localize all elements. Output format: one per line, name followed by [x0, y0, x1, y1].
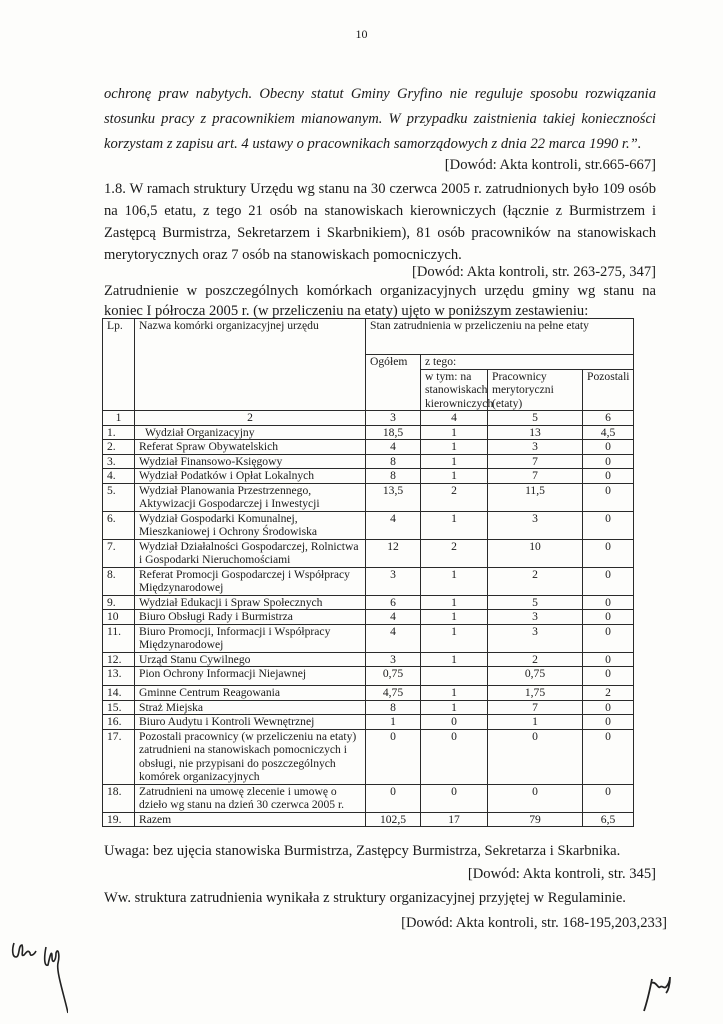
row-lp: 6.: [103, 511, 135, 539]
row-other: 0: [583, 652, 634, 667]
row-substantive: 1,75: [488, 686, 583, 701]
row-name: Referat Spraw Obywatelskich: [135, 440, 366, 455]
handwritten-signature-right: [640, 975, 680, 1015]
row-total: 3: [366, 652, 421, 667]
row-managerial: 1: [421, 440, 488, 455]
row-other: 0: [583, 715, 634, 730]
row-name: Zatrudnieni na umowę zlecenie i umowę o dzieło wg stanu na dzień 30 czerwca 2005 r.: [135, 784, 366, 812]
row-other: 0: [583, 454, 634, 469]
evidence-reference-1: [Dowód: Akta kontroli, str.665-667]: [444, 157, 656, 173]
row-substantive: 11,5: [488, 483, 583, 511]
row-lp: 5.: [103, 483, 135, 511]
row-managerial: 1: [421, 511, 488, 539]
row-total: 12: [366, 539, 421, 567]
table-row: [103, 686, 634, 701]
row-managerial: 1: [421, 595, 488, 610]
row-lp: 11.: [103, 624, 135, 652]
header-total: Ogółem: [366, 355, 421, 411]
row-substantive: 7: [488, 469, 583, 484]
row-name: Wydział Edukacji i Spraw Społecznych: [135, 595, 366, 610]
col-number: 4: [421, 411, 488, 426]
header-group: Stan zatrudnienia w przeliczeniu na pełne etaty: [366, 319, 634, 355]
table-row: [103, 595, 634, 610]
col-number: 1: [103, 411, 135, 426]
row-total: 102,5: [366, 812, 421, 827]
row-substantive: 13: [488, 425, 583, 440]
row-other: 2: [583, 686, 634, 701]
row-total: 3: [366, 567, 421, 595]
row-other: 0: [583, 700, 634, 715]
row-other: 6,5: [583, 812, 634, 827]
row-lp: 16.: [103, 715, 135, 730]
row-other: 0: [583, 440, 634, 455]
row-managerial: 1: [421, 469, 488, 484]
row-substantive: 79: [488, 812, 583, 827]
row-other: 0: [583, 595, 634, 610]
col-number: 2: [135, 411, 366, 426]
header-of-which: z tego:: [421, 355, 634, 370]
row-name: Razem: [135, 812, 366, 827]
row-total: 0: [366, 729, 421, 784]
section-1-8-paragraph: 1.8. W ramach struktury Urzędu wg stanu na 30 czerwca 2005 r. zatrudnionych było 109 osób na 106,5 etatu, z tego 21 osób na stanowiskach kierowniczych (łącznie z Burmistrzem i Zastępcą Burmistrza, Sekretarzem i Skarbnikiem), 81 osób pracowników na stanowiskach merytorycznych oraz 7 osób na stanowiskach pomocniczych.: [104, 181, 656, 263]
row-name: Biuro Audytu i Kontroli Wewnętrznej: [135, 715, 366, 730]
row-name: Referat Promocji Gospodarczej i Współpracy Międzynarodowej: [135, 567, 366, 595]
row-managerial: 1: [421, 425, 488, 440]
table-row: [103, 469, 634, 484]
row-lp: 7.: [103, 539, 135, 567]
row-substantive: 0: [488, 784, 583, 812]
row-name: Wydział Organizacyjny: [135, 425, 366, 440]
row-lp: 8.: [103, 567, 135, 595]
row-substantive: 7: [488, 454, 583, 469]
evidence-reference-4: [Dowód: Akta kontroli, str. 168-195,203,233]: [401, 915, 667, 931]
row-total: 6: [366, 595, 421, 610]
row-name: Straż Miejska: [135, 700, 366, 715]
table-row: [103, 652, 634, 667]
table-row: [103, 715, 634, 730]
row-total: 4: [366, 624, 421, 652]
row-lp: 10: [103, 610, 135, 625]
row-total: 4,75: [366, 686, 421, 701]
row-lp: 15.: [103, 700, 135, 715]
table-row: [103, 511, 634, 539]
row-name: Urząd Stanu Cywilnego: [135, 652, 366, 667]
row-substantive: 3: [488, 624, 583, 652]
row-other: 0: [583, 511, 634, 539]
table-row: [103, 812, 634, 827]
row-total: 0: [366, 784, 421, 812]
col-number: 6: [583, 411, 634, 426]
table-row: [103, 784, 634, 812]
structure-note: Ww. struktura zatrudnienia wynikała z struktury organizacyjnej przyjętej w Regulaminie.: [104, 890, 626, 906]
row-managerial: 1: [421, 624, 488, 652]
row-lp: 19.: [103, 812, 135, 827]
row-total: 1: [366, 715, 421, 730]
row-other: 0: [583, 784, 634, 812]
table-row: [103, 425, 634, 440]
header-managerial: w tym: na stanowiskach kierowniczych: [421, 369, 488, 411]
row-name: Biuro Obsługi Rady i Burmistrza: [135, 610, 366, 625]
table-note: Uwaga: bez ujęcia stanowiska Burmistrza, Zastępcy Burmistrza, Sekretarza i Skarbnika.: [104, 843, 621, 859]
row-other: 0: [583, 610, 634, 625]
row-name: Biuro Promocji, Informacji i Współpracy Międzynarodowej: [135, 624, 366, 652]
row-managerial: 1: [421, 686, 488, 701]
row-managerial: 0: [421, 784, 488, 812]
row-substantive: 7: [488, 700, 583, 715]
row-name: Pion Ochrony Informacji Niejawnej: [135, 667, 366, 686]
row-lp: 18.: [103, 784, 135, 812]
table-row: [103, 567, 634, 595]
row-name: Gminne Centrum Reagowania: [135, 686, 366, 701]
row-substantive: 0: [488, 729, 583, 784]
row-total: 8: [366, 700, 421, 715]
header-name: Nazwa komórki organizacyjnej urzędu: [135, 319, 366, 411]
evidence-reference-2: [Dowód: Akta kontroli, str. 263-275, 347]: [411, 264, 656, 280]
row-managerial: 17: [421, 812, 488, 827]
row-lp: 3.: [103, 454, 135, 469]
row-managerial: 1: [421, 567, 488, 595]
row-substantive: 5: [488, 595, 583, 610]
row-substantive: 3: [488, 610, 583, 625]
row-other: 0: [583, 567, 634, 595]
row-managerial: 2: [421, 483, 488, 511]
row-lp: 4.: [103, 469, 135, 484]
row-other: 0: [583, 667, 634, 686]
table-row: [103, 483, 634, 511]
row-substantive: 2: [488, 652, 583, 667]
row-total: 4: [366, 610, 421, 625]
row-managerial: 2: [421, 539, 488, 567]
row-substantive: 3: [488, 440, 583, 455]
staffing-table: [102, 318, 634, 827]
table-row: [103, 610, 634, 625]
table-row: [103, 454, 634, 469]
row-other: 0: [583, 469, 634, 484]
header-substantive: Pracownicy merytoryczni (etaty): [488, 369, 583, 411]
row-name: Pozostali pracownicy (w przeliczeniu na etaty) zatrudnieni na stanowiskach pomocniczych i obsługi, nie przypisani do poszczególnych komórek organizacyjnych: [135, 729, 366, 784]
row-name: Wydział Podatków i Opłat Lokalnych: [135, 469, 366, 484]
row-total: 13,5: [366, 483, 421, 511]
row-lp: 12.: [103, 652, 135, 667]
row-managerial: [421, 667, 488, 686]
row-lp: 13.: [103, 667, 135, 686]
row-lp: 1.: [103, 425, 135, 440]
header-lp: Lp.: [103, 319, 135, 411]
row-lp: 2.: [103, 440, 135, 455]
row-substantive: 0,75: [488, 667, 583, 686]
evidence-reference-3: [Dowód: Akta kontroli, str. 345]: [467, 866, 656, 882]
row-other: 0: [583, 624, 634, 652]
table-row: [103, 624, 634, 652]
row-substantive: 2: [488, 567, 583, 595]
table-row: [103, 729, 634, 784]
col-number: 5: [488, 411, 583, 426]
row-name: Wydział Finansowo-Księgowy: [135, 454, 366, 469]
row-total: 18,5: [366, 425, 421, 440]
row-managerial: 1: [421, 700, 488, 715]
row-managerial: 1: [421, 454, 488, 469]
row-name: Wydział Gospodarki Komunalnej, Mieszkaniowej i Ochrony Środowiska: [135, 511, 366, 539]
row-total: 0,75: [366, 667, 421, 686]
row-total: 4: [366, 440, 421, 455]
table-row: [103, 539, 634, 567]
quoted-statement: ochronę praw nabytych. Obecny statut Gminy Gryfino nie reguluje sposobu rozwiązania stosunku pracy z pracownikiem mianowanym. W przypadku zaistnienia takiej konieczności korzystam z zapisu art. 4 ustawy o pracownikach samorządowych z dnia 22 marca 1990 r.”.: [104, 86, 656, 152]
table-row: [103, 667, 634, 686]
column-number-row: [103, 411, 634, 426]
row-name: Wydział Planowania Przestrzennego, Aktywizacji Gospodarczej i Inwestycji: [135, 483, 366, 511]
row-other: 0: [583, 539, 634, 567]
row-substantive: 3: [488, 511, 583, 539]
row-lp: 17.: [103, 729, 135, 784]
table-intro-paragraph: Zatrudnienie w poszczególnych komórkach organizacyjnych urzędu gminy wg stanu na koniec I półrocza 2005 r. (w przeliczeniu na etaty) ujęto w poniższym zestawieniu:: [104, 283, 656, 319]
row-lp: 14.: [103, 686, 135, 701]
row-name: Wydział Działalności Gospodarczej, Rolnictwa i Gospodarki Nieruchomościami: [135, 539, 366, 567]
row-total: 4: [366, 511, 421, 539]
row-managerial: 0: [421, 715, 488, 730]
row-managerial: 1: [421, 652, 488, 667]
handwritten-initials-left: [8, 935, 68, 1015]
page-number: 10: [355, 27, 368, 41]
row-lp: 9.: [103, 595, 135, 610]
row-managerial: 0: [421, 729, 488, 784]
row-other: 4,5: [583, 425, 634, 440]
header-other: Pozostali: [583, 369, 634, 411]
table-row: [103, 440, 634, 455]
row-substantive: 10: [488, 539, 583, 567]
row-managerial: 1: [421, 610, 488, 625]
table-row: [103, 700, 634, 715]
row-other: 0: [583, 729, 634, 784]
col-number: 3: [366, 411, 421, 426]
row-total: 8: [366, 454, 421, 469]
row-other: 0: [583, 483, 634, 511]
row-substantive: 1: [488, 715, 583, 730]
row-total: 8: [366, 469, 421, 484]
